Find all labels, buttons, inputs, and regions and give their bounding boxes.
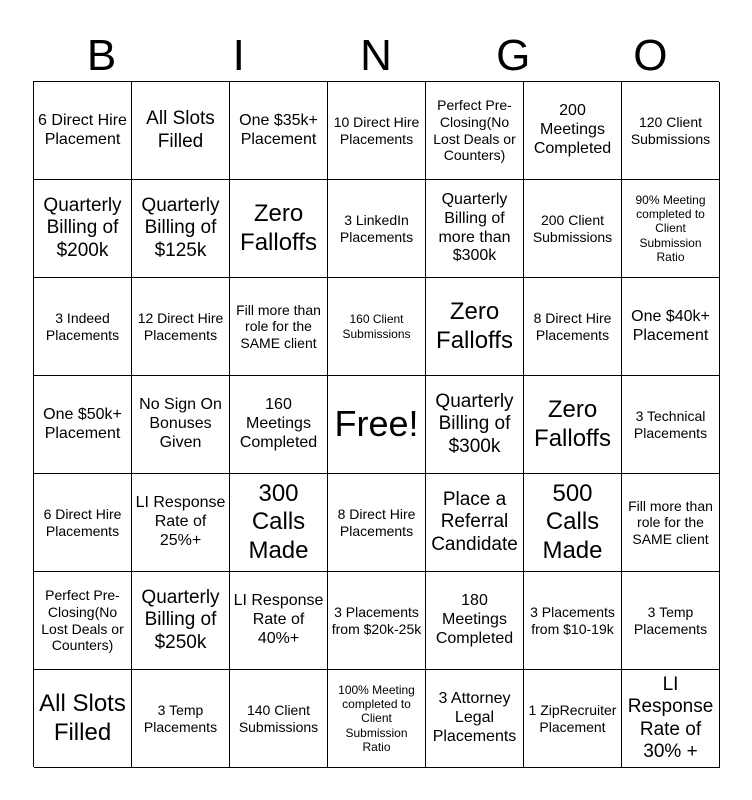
bingo-cell[interactable]: Zero Falloffs	[230, 180, 328, 278]
bingo-cell[interactable]: 140 Client Submissions	[230, 670, 328, 768]
bingo-cell[interactable]: 8 Direct Hire Placements	[328, 474, 426, 572]
bingo-cell[interactable]: 6 Direct Hire Placements	[34, 474, 132, 572]
bingo-cell[interactable]: 3 LinkedIn Placements	[328, 180, 426, 278]
bingo-cell[interactable]: 3 Placements from $20k-25k	[328, 572, 426, 670]
bingo-cell[interactable]: Fill more than role for the SAME client	[622, 474, 720, 572]
bingo-cell[interactable]: Place a Referral Candidate	[426, 474, 524, 572]
header-letter-g: G	[496, 31, 531, 80]
bingo-cell[interactable]: LI Response Rate of 40%+	[230, 572, 328, 670]
bingo-cell[interactable]: 10 Direct Hire Placements	[328, 82, 426, 180]
bingo-cell[interactable]: 180 Meetings Completed	[426, 572, 524, 670]
bingo-cell[interactable]: Quarterly Billing of $200k	[34, 180, 132, 278]
bingo-cell[interactable]: 3 Attorney Legal Placements	[426, 670, 524, 768]
bingo-cell[interactable]: Perfect Pre-Closing(No Lost Deals or Counters)	[426, 82, 524, 180]
bingo-cell[interactable]: 12 Direct Hire Placements	[132, 278, 230, 376]
bingo-cell[interactable]: Quarterly Billing of $300k	[426, 376, 524, 474]
bingo-cell[interactable]: 100% Meeting completed to Client Submission Ratio	[328, 670, 426, 768]
bingo-cell[interactable]: 8 Direct Hire Placements	[524, 278, 622, 376]
bingo-cell[interactable]: One $50k+ Placement	[34, 376, 132, 474]
bingo-cell[interactable]: Quarterly Billing of $250k	[132, 572, 230, 670]
bingo-cell[interactable]: All Slots Filled	[34, 670, 132, 768]
bingo-cell[interactable]: 3 Temp Placements	[622, 572, 720, 670]
bingo-cell[interactable]: 6 Direct Hire Placement	[34, 82, 132, 180]
header-letter-i: I	[232, 31, 245, 80]
bingo-header	[33, 30, 719, 82]
bingo-cell[interactable]: One $35k+ Placement	[230, 82, 328, 180]
bingo-cell[interactable]: Quarterly Billing of more than $300k	[426, 180, 524, 278]
bingo-grid	[33, 81, 719, 767]
bingo-cell[interactable]: Perfect Pre-Closing(No Lost Deals or Counters)	[34, 572, 132, 670]
bingo-cell[interactable]: LI Response Rate of 30% +	[622, 670, 720, 768]
bingo-cell[interactable]: 3 Temp Placements	[132, 670, 230, 768]
bingo-cell[interactable]: 3 Technical Placements	[622, 376, 720, 474]
bingo-cell[interactable]: 160 Client Submissions	[328, 278, 426, 376]
free-space[interactable]: Free!	[328, 376, 426, 474]
bingo-cell[interactable]: Zero Falloffs	[426, 278, 524, 376]
bingo-cell[interactable]: 90% Meeting completed to Client Submission Ratio	[622, 180, 720, 278]
bingo-cell[interactable]: 160 Meetings Completed	[230, 376, 328, 474]
bingo-cell[interactable]: 200 Client Submissions	[524, 180, 622, 278]
bingo-cell[interactable]: No Sign On Bonuses Given	[132, 376, 230, 474]
bingo-cell[interactable]: Quarterly Billing of $125k	[132, 180, 230, 278]
bingo-cell[interactable]: 3 Indeed Placements	[34, 278, 132, 376]
bingo-cell[interactable]: LI Response Rate of 25%+	[132, 474, 230, 572]
bingo-cell[interactable]: All Slots Filled	[132, 82, 230, 180]
bingo-cell[interactable]: One $40k+ Placement	[622, 278, 720, 376]
header-letter-o: O	[633, 31, 668, 80]
header-letter-n: N	[360, 31, 392, 80]
bingo-cell[interactable]: 500 Calls Made	[524, 474, 622, 572]
bingo-cell[interactable]: 120 Client Submissions	[622, 82, 720, 180]
bingo-cell[interactable]: Fill more than role for the SAME client	[230, 278, 328, 376]
bingo-cell[interactable]: 300 Calls Made	[230, 474, 328, 572]
bingo-cell[interactable]: Zero Falloffs	[524, 376, 622, 474]
bingo-cell[interactable]: 3 Placements from $10-19k	[524, 572, 622, 670]
header-letter-b: B	[86, 31, 117, 80]
bingo-cell[interactable]: 200 Meetings Completed	[524, 82, 622, 180]
bingo-cell[interactable]: 1 ZipRecruiter Placement	[524, 670, 622, 768]
